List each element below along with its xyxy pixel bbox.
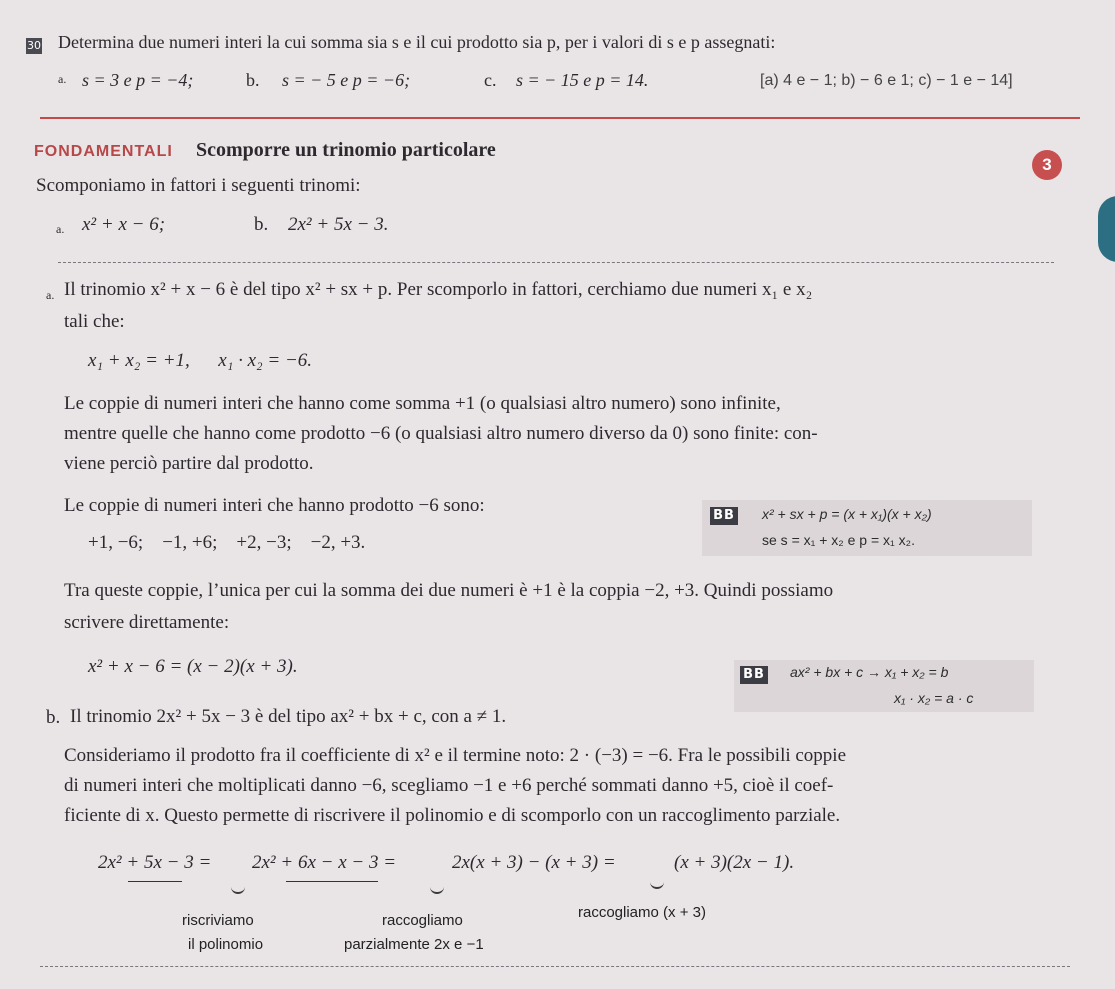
book-icon: BB [740,666,768,684]
solution-a-label: a. [46,288,55,302]
section-title: Scomporre un trinomio particolare [196,139,496,161]
paragraph4-line1: Consideriamo il prodotto fra il coefficiente di x² e il termine noto: 2 · (−3) = −6. Fra le possibili coppie [64,745,847,766]
margin-note-2-line2: x₁ · x₂ = a · c [894,690,974,706]
paragraph1-line3: viene perciò partire dal prodotto. [64,453,314,474]
solution-a-result: x² + x − 6 = (x − 2)(x + 3). [88,656,298,677]
section-item-a: x² + x − 6; [82,214,166,235]
solution-a-system: x₁ + x₂ = +1, x₁ · x₂ = −6. [88,350,313,371]
margin-note-1-line2: se s = x₁ + x₂ e p = x₁ x₂. [762,532,915,548]
label-rewrite-2: il polinomio [188,936,264,953]
page-edge-tab [1098,196,1115,262]
section-item-b-label: b. [254,214,269,235]
paragraph1-line1: Le coppie di numeri interi che hanno come somma +1 (o qualsiasi altro numero) sono infinite, [64,393,781,414]
book-icon: BB [710,507,738,525]
exercise-item-c: s = − 15 e p = 14. [516,70,649,90]
underline-6x-minus-x [286,881,378,882]
label-rewrite: riscriviamo [182,912,254,929]
section-top-rule [40,117,1080,119]
exercise-item-a-label: a. [58,72,67,86]
paragraph4-line3: ficiente di x. Questo permette di riscrivere il polinomio e di scomporlo con un raccoglimento parziale. [64,805,841,826]
exercise-item-b-label: b. [246,70,260,90]
section-tag: FONDAMENTALI [34,143,173,160]
section-divider [58,262,1054,263]
chain-part-2: 2x² + 6x − x − 3 = [252,852,401,873]
label-group: raccogliamo [382,912,463,929]
exercise-text: Determina due numeri interi la cui somma sia s e il cui prodotto sia p, per i valori di s e p assegnati: [58,32,776,52]
solution-a-line1: Il trinomio x² + x − 6 è del tipo x² + sx + p. Per scomporlo in fattori, cerchiamo due numeri x₁ e x₂ [64,279,813,300]
paragraph3-line2: scrivere direttamente: [64,612,230,633]
brace-1 [231,885,245,894]
exercise-item-b: s = − 5 e p = −6; [282,70,411,90]
label-group-2: parzialmente 2x e −1 [344,936,484,953]
exercise-item-c-label: c. [484,70,497,90]
margin-note-2-line1: ax² + bx + c → x₁ + x₂ = b [790,664,949,680]
margin-note-1-line1: x² + sx + p = (x + x₁)(x + x₂) [762,506,932,522]
brace-2 [430,885,444,894]
bottom-divider [40,966,1070,967]
solution-b-line1: Il trinomio 2x² + 5x − 3 è del tipo ax² + bx + c, con a ≠ 1. [70,706,507,727]
paragraph3-line1: Tra queste coppie, l’unica per cui la somma dei due numeri è +1 è la coppia −2, +3. Quindi possiamo [64,580,834,601]
solution-a-line2: tali che: [64,311,125,332]
section-intro: Scomponiamo in fattori i seguenti trinomi: [36,175,361,196]
underline-5x [128,881,182,882]
exercise-item-a: s = 3 e p = −4; [82,70,194,90]
paragraph4-line2: di numeri interi che moltiplicati danno −6, scegliamo −1 e +6 perché sommati danno +5, cioè il coef- [64,775,834,796]
pairs-list: +1, −6; −1, +6; +2, −3; −2, +3. [88,532,366,553]
section-item-b: 2x² + 5x − 3. [288,214,389,235]
paragraph1-line2: mentre quelle che hanno come prodotto −6 (o qualsiasi altro numero diverso da 0) sono finite: con- [64,423,818,444]
chain-part-1: 2x² + 5x − 3 = [98,852,217,873]
paragraph2-line1: Le coppie di numeri interi che hanno prodotto −6 sono: [64,495,485,516]
section-number-badge: 3 [1032,150,1062,180]
exercise-number-badge: 30 [27,39,41,52]
brace-3 [650,880,664,889]
exercise-answer: [a) 4 e − 1; b) − 6 e 1; c) − 1 e − 14] [760,72,1013,89]
solution-b-label: b. [46,707,61,728]
section-item-a-label: a. [56,222,65,236]
label-group-x3: raccogliamo (x + 3) [578,904,706,921]
chain-part-3: 2x(x + 3) − (x + 3) = [452,852,621,873]
chain-part-4: (x + 3)(2x − 1). [674,852,795,873]
